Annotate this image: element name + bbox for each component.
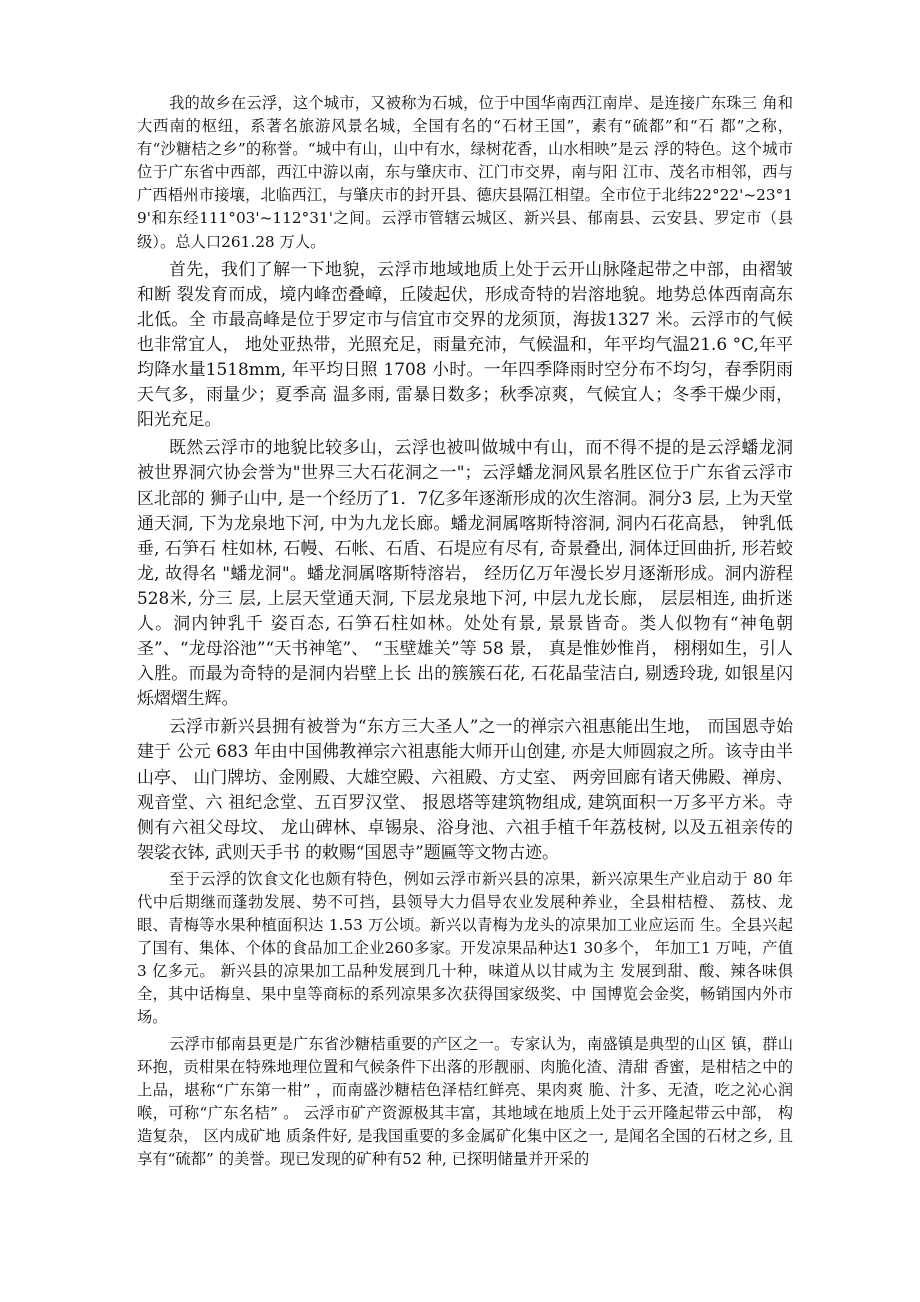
paragraph-guoen-temple: 云浮市新兴县拥有被誉为“东方三大圣人”之一的禅宗六祖惠能出生地， 而国恩寺始建于 公元 683 年由中国佛教禅宗六祖惠能大师开山创建, 亦是大师圆寂之所。该寺由半山亭、 山门牌坊、金刚殿、大雄空殿、六祖殿、方丈室、 两旁回廊有诸天佛殿、禅房、 观音堂、六 祖纪念堂、五百罗汉堂、 报恩塔等建筑物组成, 建筑面积一万多平方米。寺侧有六祖父母坟、 龙山碑林、卓锡泉、浴身池、六祖手植千年荔枝树, 以及五祖亲传的袈裟衣钵, 武则天手书 的敕赐“国恩寺”题匾等文物古迹。 [137, 716, 793, 862]
paragraph-food-culture: 至于云浮的饮食文化也颇有特色，例如云浮市新兴县的凉果，新兴凉果生产业启动于 80 年代中后期继而蓬勃发展、势不可挡，县领导大力倡导农业发展种养业，全县柑桔橙、 荔枝、龙眼、青梅等水果种植面积达 1.53 万公顷。新兴以青梅为龙头的凉果加工业应运而 生。全县兴起了国有、集体、个体的食品加工企业260多家。开发凉果品种达1 30多个， 年加工1 万吨，产值3 亿多元。 新兴县的凉果加工品种发展到几十种，味道从以甘咸为主 发展到甜、酸、辣各味俱全，其中话梅皇、果中皇等商标的系列凉果多次获得国家级奖、中 国博览会金奖，畅销国内外市场。 [137, 869, 793, 1027]
paragraph-yunan-mandarin: 云浮市郁南县更是广东省沙糖桔重要的产区之一。专家认为，南盛镇是典型的山区 镇，群山环抱，贡柑果在特殊地理位置和气候条件下出落的形靓丽、肉脆化渣、清甜 香蜜，是柑桔之中的上品，堪称“广东第一柑” ，而南盛沙糖桔色泽桔红鲜亮、果肉爽 脆、汁多、无渣，吃之沁心润喉，可称“广东名桔” 。 云浮市矿产资源极其丰富，其地域在地质上处于云开隆起带云中部， 构造复杂， 区内成矿地 质条件好, 是我国重要的多金属矿化集中区之一, 是闻名全国的石材之乡, 且享有“硫都” 的美誉。现已发现的矿种有52 种, 已探明储量并开采的 [137, 1034, 793, 1169]
document-body [137, 92, 793, 1174]
paragraph-landform-climate: 首先，我们了解一下地貌，云浮市地域地质上处于云开山脉隆起带之中部，由褶皱和断 裂发育而成，境内峰峦叠嶂，丘陵起伏，形成奇特的岩溶地貌。地势总体西南高东北低。全 市最高峰是位于罗定市与信宜市交界的龙须顶，海拔1327 米。云浮市的气候也非常宜人， 地处亚热带，光照充足，雨量充沛，气候温和，年平均气温21.6 °C,年平均降水量1518mm, 年平均日照 1708 小时。一年四季降雨时空分布不均匀，春季阴雨天气多，雨量少；夏季高 温多雨, 雷暴日数多；秋季凉爽，气候宜人；冬季干燥少雨， 阳光充足。 [137, 258, 793, 430]
paragraph-intro: 我的故乡在云浮，这个城市，又被称为石城，位于中国华南西江南岸、是连接广东珠三 角和大西南的枢纽，系著名旅游风景名城，全国有名的“石材王国”，素有“硫都”和“石 都”之称，有“沙糖桔之乡”的称誉。“城中有山，山中有水，绿树花香，山水相映”是云 浮的特色。这个城市位于广东省中西部，西江中游以南，东与肇庆市、江门市交界，南与阳 江市、茂名市相邻，西与广西梧州市接壤，北临西江，与肇庆市的封开县、德庆县隔江相望。全市位于北纬22°22'~23°19'和东经111°03'~112°31'之间。云浮市管辖云城区、新兴县、郁南县、云安县、罗定市（县级）。总人口261.28 万人。 [137, 94, 793, 251]
paragraph-panlong-cave: 既然云浮市的地貌比较多山，云浮也被叫做城中有山，而不得不提的是云浮蟠龙洞被世界洞穴协会誉为"世界三大石花洞之一"；云浮蟠龙洞风景名胜区位于广东省云浮市区北部的 狮子山中, 是一个经历了1．7亿多年逐渐形成的次生溶洞。洞分3 层, 上为天堂通天洞, 下为龙泉地下河, 中为九龙长廊。蟠龙洞属喀斯特溶洞, 洞内石花高悬， 钟乳低垂, 石笋石 柱如林, 石幔、石帐、石盾、石堤应有尽有, 奇景叠出, 洞体迂回曲折, 形若蛟龙, 故得名 "蟠龙洞"。蟠龙洞属喀斯特溶岩， 经历亿万年漫长岁月逐渐形成。洞内游程 528米, 分三 层, 上层天堂通天洞, 下层龙泉地下河, 中层九龙长廊， 层层相连, 曲折迷人。洞内钟乳千 姿百态, 石笋石柱如林。处处有景, 景景皆奇。类人似物有“神龟朝圣”、“龙母浴池”“天书神笔”、 “玉壁雄关”等 58 景， 真是惟妙惟肖， 栩栩如生，引人入胜。而最为奇特的是洞内岩壁上长 出的簇簇石花, 石花晶莹洁白, 剔透玲珑, 如银星闪烁熠熠生辉。 [137, 437, 793, 709]
